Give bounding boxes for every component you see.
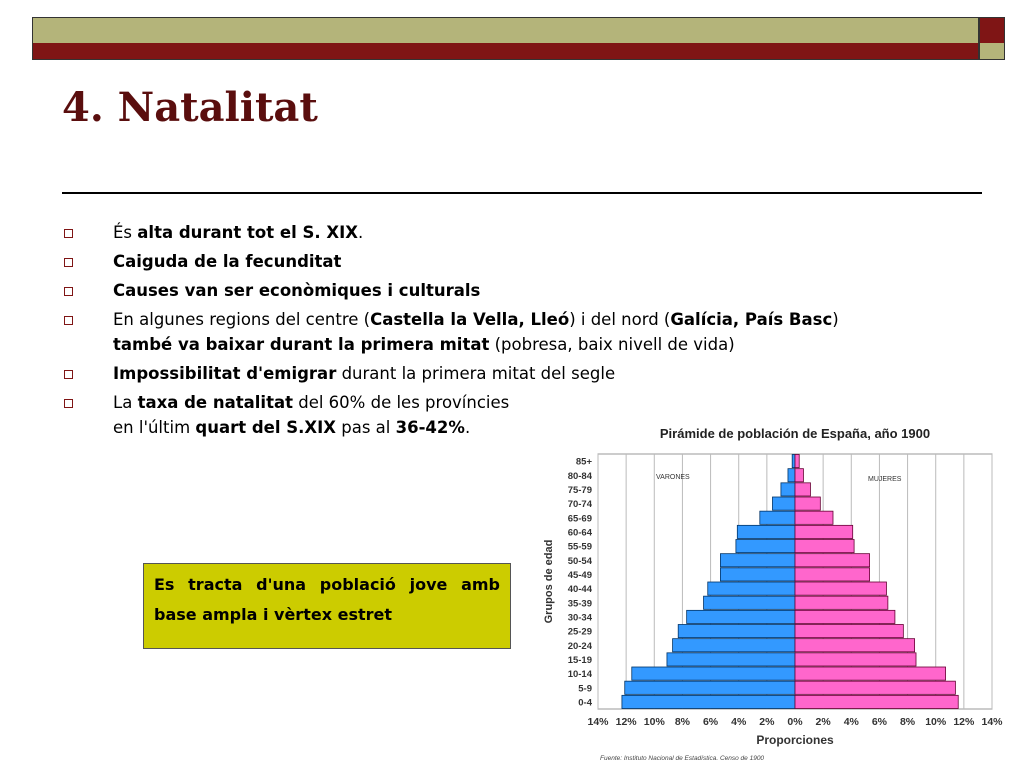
x-tick-label: 4% [731, 716, 747, 728]
bullet-item [62, 307, 962, 357]
bullet-text-bold: quart del S.XIX [195, 418, 336, 437]
y-tick-label: 75-79 [567, 484, 592, 496]
bar-female [795, 667, 946, 680]
y-tick-label: 0-4 [578, 697, 592, 709]
y-tick-label: 30-34 [567, 612, 592, 624]
y-tick-label: 25-29 [567, 626, 592, 638]
x-tick-label: 8% [899, 716, 916, 728]
bullet-text-bold: taxa de natalitat [137, 393, 293, 412]
bar-male [760, 511, 795, 524]
bullet-text: (pobresa, baix nivell de vida) [489, 335, 735, 354]
bar-male [720, 568, 795, 581]
bullet-square-icon [64, 229, 73, 238]
bullet-text-bold: alta durant tot el S. XIX [137, 223, 358, 242]
bullet-text: del 60% de les províncies [292, 393, 510, 412]
bar-male [632, 667, 795, 680]
bullet-text-bold: també va baixar durant la primera mitat [113, 335, 490, 354]
y-tick-label: 60-64 [567, 527, 592, 539]
bar-male [678, 625, 795, 638]
chart-title: Pirámide de población de España, año 1900 [659, 426, 931, 441]
y-tick-label: 85+ [575, 456, 592, 468]
bar-female [795, 540, 854, 553]
bar-male [772, 497, 795, 510]
bar-female [795, 681, 955, 694]
bar-male [704, 596, 795, 609]
bullet-text: ) [832, 310, 839, 329]
header-corner-olive [979, 43, 1005, 60]
bar-female [795, 511, 833, 524]
x-axis-label: Proporciones [756, 733, 834, 747]
bullet-text-bold: 36-42% [395, 418, 465, 437]
bar-female [795, 695, 958, 708]
bullet-text: En algunes regions del centre ( [113, 310, 371, 329]
bar-male [622, 695, 795, 708]
callout-box: Es tracta d'una població jove amb base ampla i vèrtex estret [143, 563, 511, 649]
y-tick-label: 10-14 [567, 669, 592, 681]
chart-source: Fuente: Instituto Nacional de Estadística. Censo de 1900 [600, 755, 765, 762]
bullet-text: És [113, 223, 138, 242]
header-olive-bar [32, 17, 979, 44]
bar-male [781, 483, 795, 496]
bar-female [795, 554, 870, 567]
bullet-text-bold: Caiguda de la fecunditat [113, 252, 342, 271]
bar-male [673, 639, 795, 652]
y-tick-label: 50-54 [567, 555, 592, 567]
bar-female [795, 582, 886, 595]
y-tick-label: 55-59 [567, 541, 592, 553]
bar-female [795, 596, 888, 609]
bar-male [736, 540, 795, 553]
bullet-text: en l'últim [113, 418, 196, 437]
bar-female [795, 610, 895, 623]
bar-female [795, 483, 810, 496]
bar-male [720, 554, 795, 567]
bar-female [795, 469, 803, 482]
bullet-text: durant la primera mitat del segle [336, 364, 616, 383]
population-pyramid-chart [530, 412, 1003, 762]
bar-male [667, 653, 795, 666]
bullet-text: pas al [336, 418, 396, 437]
bullet-item [62, 361, 962, 386]
bullet-square-icon [64, 287, 73, 296]
bullet-text-bold: Impossibilitat d'emigrar [113, 364, 337, 383]
y-tick-label: 70-74 [567, 499, 592, 511]
bullet-square-icon [64, 370, 73, 379]
bullet-text: . [357, 223, 364, 242]
y-tick-label: 20-24 [567, 640, 592, 652]
bar-male [792, 455, 795, 468]
y-tick-label: 40-44 [567, 584, 592, 596]
bullet-text-bold: Causes van ser econòmiques i culturals [113, 281, 481, 300]
bar-female [795, 497, 820, 510]
slide-title: 4. Natalitat [62, 84, 318, 131]
bar-female [795, 525, 853, 538]
x-tick-label: 0% [787, 716, 803, 728]
series-label-female: MUJERES [868, 476, 902, 483]
x-tick-label: 2% [815, 716, 831, 728]
bullet-square-icon [64, 258, 73, 267]
x-tick-label: 12% [615, 716, 637, 728]
x-tick-label: 6% [871, 716, 888, 728]
x-tick-label: 12% [953, 716, 975, 728]
x-tick-label: 4% [843, 716, 859, 728]
x-tick-label: 14% [981, 716, 1003, 728]
series-label-male: VARONES [656, 474, 690, 481]
bar-female [795, 568, 870, 581]
bullet-item [62, 220, 962, 245]
x-tick-label: 8% [674, 716, 691, 728]
bar-female [795, 455, 799, 468]
bar-male [788, 469, 795, 482]
header-corner-maroon [979, 17, 1005, 44]
bar-male [625, 681, 795, 694]
bar-female [795, 653, 916, 666]
title-divider [62, 192, 982, 194]
y-tick-label: 15-19 [567, 654, 592, 666]
y-tick-label: 35-39 [567, 598, 592, 610]
x-tick-label: 6% [702, 716, 719, 728]
bullet-text-bold: Galícia, País Basc [670, 310, 833, 329]
bullet-item [62, 249, 962, 274]
bar-male [708, 582, 795, 595]
bullet-text: La [113, 393, 138, 412]
y-tick-label: 5-9 [578, 683, 592, 695]
x-tick-label: 14% [587, 716, 609, 728]
x-tick-label: 2% [759, 716, 775, 728]
x-tick-label: 10% [643, 716, 665, 728]
bar-female [795, 639, 915, 652]
bullet-text: . [464, 418, 471, 437]
bar-male [687, 610, 795, 623]
bullet-text-bold: Castella la Vella, Lleó [370, 310, 570, 329]
bullet-text: ) i del nord ( [569, 310, 671, 329]
x-tick-label: 10% [925, 716, 947, 728]
bar-male [737, 525, 795, 538]
bullet-list [62, 220, 962, 444]
bullet-square-icon [64, 316, 73, 325]
y-tick-label: 80-84 [567, 470, 592, 482]
header-maroon-bar [32, 43, 979, 60]
bar-female [795, 625, 903, 638]
y-tick-label: 45-49 [567, 569, 592, 581]
bullet-item [62, 278, 962, 303]
y-tick-label: 65-69 [567, 513, 592, 525]
y-axis-label: Grupos de edad [543, 539, 555, 624]
bullet-square-icon [64, 399, 73, 408]
